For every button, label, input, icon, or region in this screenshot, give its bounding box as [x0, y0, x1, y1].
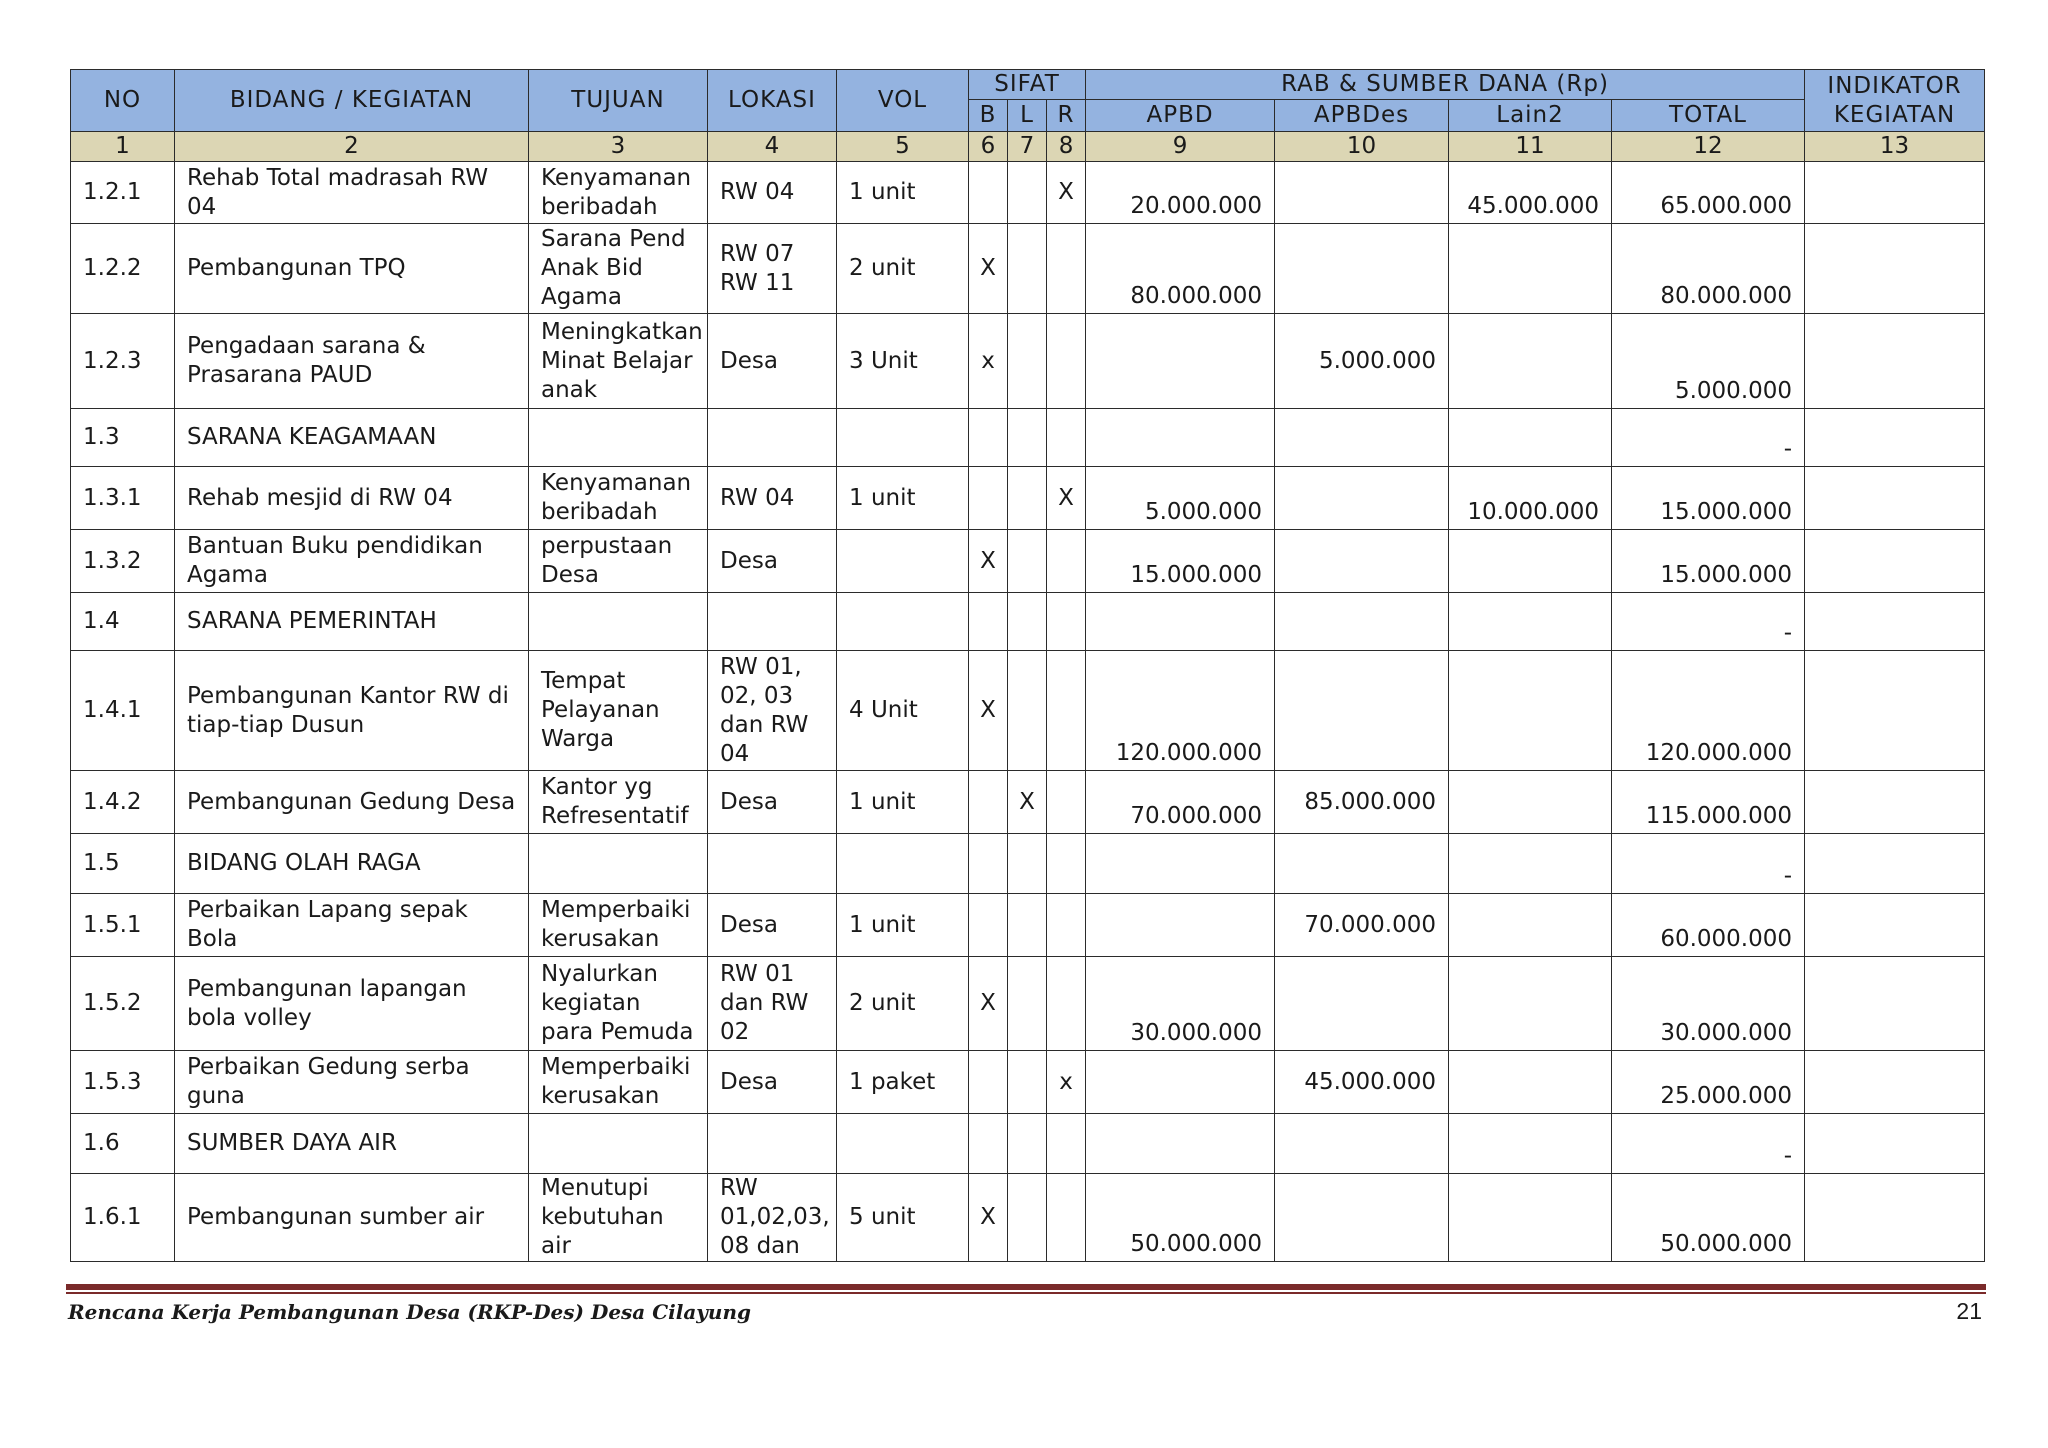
header-no: NO — [71, 70, 175, 132]
row-sifat-b: X — [969, 530, 1008, 593]
row-lokasi: Desa — [708, 1051, 837, 1114]
row-sifat-r: x — [1047, 1051, 1086, 1114]
row-total: 30.000.000 — [1612, 957, 1805, 1051]
row-bidang: Rehab Total madrasah RW 04 — [175, 162, 529, 224]
row-no: 1.3 — [71, 409, 175, 467]
header-sifat: SIFAT — [969, 70, 1086, 100]
row-sifat-b — [969, 894, 1008, 957]
header-indikator: INDIKATOR KEGIATAN — [1805, 70, 1985, 132]
row-tujuan: Memperbaiki kerusakan — [529, 1051, 708, 1114]
row-apbdes — [1275, 957, 1449, 1051]
row-lain2 — [1449, 224, 1612, 314]
row-indikator — [1805, 771, 1985, 834]
row-lokasi — [708, 593, 837, 651]
row-sifat-r: X — [1047, 162, 1086, 224]
row-total: 120.000.000 — [1612, 651, 1805, 771]
table-row — [71, 1114, 1985, 1174]
row-apbd — [1086, 409, 1275, 467]
row-vol — [837, 1114, 969, 1174]
column-number: 10 — [1275, 132, 1449, 162]
column-number: 12 — [1612, 132, 1805, 162]
table-row — [71, 314, 1985, 409]
row-indikator — [1805, 224, 1985, 314]
row-apbdes — [1275, 834, 1449, 894]
header-rab: RAB & SUMBER DANA (Rp) — [1086, 70, 1805, 100]
row-tujuan: Memperbaiki kerusakan — [529, 894, 708, 957]
row-total: 15.000.000 — [1612, 467, 1805, 530]
row-no: 1.4.2 — [71, 771, 175, 834]
row-lain2 — [1449, 1051, 1612, 1114]
row-lokasi: Desa — [708, 314, 837, 409]
row-lokasi — [708, 834, 837, 894]
row-no: 1.4.1 — [71, 651, 175, 771]
row-tujuan — [529, 409, 708, 467]
table-row — [71, 1174, 1985, 1262]
row-apbdes — [1275, 530, 1449, 593]
row-vol — [837, 834, 969, 894]
row-apbd: 70.000.000 — [1086, 771, 1275, 834]
row-lain2 — [1449, 593, 1612, 651]
row-no: 1.5 — [71, 834, 175, 894]
row-tujuan: Sarana Pend Anak Bid Agama — [529, 224, 708, 314]
row-apbdes — [1275, 593, 1449, 651]
header-b: B — [969, 100, 1008, 132]
row-sifat-r — [1047, 530, 1086, 593]
header-total: TOTAL — [1612, 100, 1805, 132]
table-row — [71, 1051, 1985, 1114]
row-bidang: SARANA PEMERINTAH — [175, 593, 529, 651]
row-apbdes: 70.000.000 — [1275, 894, 1449, 957]
row-lokasi: RW 04 — [708, 467, 837, 530]
row-sifat-r — [1047, 957, 1086, 1051]
row-apbdes — [1275, 1174, 1449, 1262]
row-sifat-b: x — [969, 314, 1008, 409]
table-row — [71, 467, 1985, 530]
row-no: 1.2.2 — [71, 224, 175, 314]
row-total: 65.000.000 — [1612, 162, 1805, 224]
row-lain2 — [1449, 894, 1612, 957]
row-vol: 4 Unit — [837, 651, 969, 771]
row-total: 80.000.000 — [1612, 224, 1805, 314]
header-r: R — [1047, 100, 1086, 132]
row-lokasi: RW 01,02,03, 08 dan — [708, 1174, 837, 1262]
table-row — [71, 593, 1985, 651]
header-lain2: Lain2 — [1449, 100, 1612, 132]
row-tujuan — [529, 834, 708, 894]
row-lokasi: RW 04 — [708, 162, 837, 224]
header-vol: VOL — [837, 70, 969, 132]
row-apbd: 30.000.000 — [1086, 957, 1275, 1051]
row-no: 1.5.2 — [71, 957, 175, 1051]
row-sifat-l — [1008, 530, 1047, 593]
row-lokasi: Desa — [708, 530, 837, 593]
row-sifat-l — [1008, 957, 1047, 1051]
row-indikator — [1805, 467, 1985, 530]
row-no: 1.2.3 — [71, 314, 175, 409]
row-indikator — [1805, 1051, 1985, 1114]
row-no: 1.5.3 — [71, 1051, 175, 1114]
row-sifat-r — [1047, 1114, 1086, 1174]
row-apbd: 80.000.000 — [1086, 224, 1275, 314]
row-bidang: Pengadaan sarana & Prasarana PAUD — [175, 314, 529, 409]
row-indikator — [1805, 530, 1985, 593]
row-indikator — [1805, 894, 1985, 957]
row-sifat-b — [969, 593, 1008, 651]
rkp-table — [70, 69, 1985, 1262]
column-number: 11 — [1449, 132, 1612, 162]
row-bidang: Perbaikan Lapang sepak Bola — [175, 894, 529, 957]
row-sifat-l — [1008, 162, 1047, 224]
row-lain2 — [1449, 530, 1612, 593]
row-no: 1.6 — [71, 1114, 175, 1174]
row-sifat-r — [1047, 1174, 1086, 1262]
row-lain2 — [1449, 771, 1612, 834]
table-row — [71, 162, 1985, 224]
table-row — [71, 530, 1985, 593]
row-sifat-b: X — [969, 651, 1008, 771]
row-sifat-b: X — [969, 1174, 1008, 1262]
column-number: 13 — [1805, 132, 1985, 162]
row-vol: 1 unit — [837, 162, 969, 224]
row-indikator — [1805, 651, 1985, 771]
row-sifat-b — [969, 1051, 1008, 1114]
row-bidang: Perbaikan Gedung serba guna — [175, 1051, 529, 1114]
row-total: - — [1612, 834, 1805, 894]
row-indikator — [1805, 593, 1985, 651]
row-tujuan: Menutupi kebutuhan air — [529, 1174, 708, 1262]
row-tujuan: Kenyamanan beribadah — [529, 162, 708, 224]
row-lain2: 45.000.000 — [1449, 162, 1612, 224]
row-bidang: BIDANG OLAH RAGA — [175, 834, 529, 894]
table-body — [71, 162, 1985, 1262]
column-number: 3 — [529, 132, 708, 162]
row-lain2 — [1449, 1174, 1612, 1262]
column-number: 1 — [71, 132, 175, 162]
row-bidang: Pembangunan Gedung Desa — [175, 771, 529, 834]
row-bidang: Pembangunan sumber air — [175, 1174, 529, 1262]
row-vol — [837, 530, 969, 593]
row-lain2 — [1449, 834, 1612, 894]
row-apbd: 15.000.000 — [1086, 530, 1275, 593]
row-vol — [837, 593, 969, 651]
row-sifat-b — [969, 467, 1008, 530]
row-apbd — [1086, 894, 1275, 957]
row-sifat-l — [1008, 314, 1047, 409]
row-apbdes — [1275, 467, 1449, 530]
row-tujuan: Meningkatkan Minat Belajar anak — [529, 314, 708, 409]
row-sifat-l — [1008, 1174, 1047, 1262]
row-lain2 — [1449, 651, 1612, 771]
table-row — [71, 834, 1985, 894]
row-sifat-l — [1008, 1051, 1047, 1114]
row-vol: 1 unit — [837, 894, 969, 957]
row-apbd: 5.000.000 — [1086, 467, 1275, 530]
row-sifat-l — [1008, 467, 1047, 530]
row-sifat-r — [1047, 593, 1086, 651]
row-no: 1.3.1 — [71, 467, 175, 530]
row-no: 1.5.1 — [71, 894, 175, 957]
row-sifat-b — [969, 1114, 1008, 1174]
row-apbd — [1086, 1114, 1275, 1174]
table-row — [71, 771, 1985, 834]
row-bidang: Pembangunan lapangan bola volley — [175, 957, 529, 1051]
row-total: 5.000.000 — [1612, 314, 1805, 409]
row-apbdes: 5.000.000 — [1275, 314, 1449, 409]
table-row — [71, 409, 1985, 467]
row-lokasi: Desa — [708, 894, 837, 957]
row-sifat-r — [1047, 651, 1086, 771]
row-no: 1.3.2 — [71, 530, 175, 593]
table-header — [71, 70, 1985, 162]
row-sifat-l — [1008, 651, 1047, 771]
row-indikator — [1805, 314, 1985, 409]
row-sifat-r: X — [1047, 467, 1086, 530]
column-number: 2 — [175, 132, 529, 162]
header-apbdes: APBDes — [1275, 100, 1449, 132]
row-vol — [837, 409, 969, 467]
row-bidang: Pembangunan TPQ — [175, 224, 529, 314]
column-number: 4 — [708, 132, 837, 162]
header-lokasi: LOKASI — [708, 70, 837, 132]
row-tujuan — [529, 593, 708, 651]
row-bidang: SARANA KEAGAMAAN — [175, 409, 529, 467]
row-apbd — [1086, 834, 1275, 894]
header-tujuan: TUJUAN — [529, 70, 708, 132]
column-number: 9 — [1086, 132, 1275, 162]
row-apbdes — [1275, 651, 1449, 771]
row-indikator — [1805, 1114, 1985, 1174]
row-sifat-l — [1008, 834, 1047, 894]
row-tujuan: Kenyamanan beribadah — [529, 467, 708, 530]
row-vol: 1 unit — [837, 771, 969, 834]
row-sifat-l — [1008, 1114, 1047, 1174]
row-no: 1.2.1 — [71, 162, 175, 224]
row-apbdes: 85.000.000 — [1275, 771, 1449, 834]
row-no: 1.4 — [71, 593, 175, 651]
row-apbdes — [1275, 409, 1449, 467]
row-tujuan: Tempat Pelayanan Warga — [529, 651, 708, 771]
row-lokasi: RW 01 dan RW 02 — [708, 957, 837, 1051]
table-row — [71, 651, 1985, 771]
row-lokasi: RW 01, 02, 03 dan RW 04 — [708, 651, 837, 771]
footer-document-title: Rencana Kerja Pembangunan Desa (RKP-Des) Desa Cilayung — [68, 1300, 751, 1324]
row-indikator — [1805, 1174, 1985, 1262]
row-sifat-l: X — [1008, 771, 1047, 834]
row-total: 60.000.000 — [1612, 894, 1805, 957]
row-apbdes — [1275, 224, 1449, 314]
row-apbd — [1086, 593, 1275, 651]
row-tujuan: perpustaan Desa — [529, 530, 708, 593]
row-indikator — [1805, 957, 1985, 1051]
row-sifat-b — [969, 409, 1008, 467]
row-vol: 2 unit — [837, 224, 969, 314]
row-apbd: 120.000.000 — [1086, 651, 1275, 771]
row-lain2 — [1449, 1114, 1612, 1174]
row-sifat-r — [1047, 834, 1086, 894]
row-indikator — [1805, 834, 1985, 894]
row-bidang: Bantuan Buku pendidikan Agama — [175, 530, 529, 593]
row-no: 1.6.1 — [71, 1174, 175, 1262]
row-tujuan — [529, 1114, 708, 1174]
header-bidang: BIDANG / KEGIATAN — [175, 70, 529, 132]
row-total: - — [1612, 593, 1805, 651]
row-bidang: Pembangunan Kantor RW di tiap-tiap Dusun — [175, 651, 529, 771]
row-sifat-r — [1047, 771, 1086, 834]
row-lokasi — [708, 1114, 837, 1174]
row-vol: 1 paket — [837, 1051, 969, 1114]
header-apbd: APBD — [1086, 100, 1275, 132]
row-lokasi: Desa — [708, 771, 837, 834]
row-indikator — [1805, 162, 1985, 224]
column-number: 5 — [837, 132, 969, 162]
row-sifat-r — [1047, 894, 1086, 957]
row-sifat-r — [1047, 314, 1086, 409]
row-apbd — [1086, 1051, 1275, 1114]
row-lain2 — [1449, 957, 1612, 1051]
table-row — [71, 957, 1985, 1051]
row-apbdes: 45.000.000 — [1275, 1051, 1449, 1114]
row-sifat-r — [1047, 409, 1086, 467]
row-lain2 — [1449, 314, 1612, 409]
row-vol: 2 unit — [837, 957, 969, 1051]
row-vol: 5 unit — [837, 1174, 969, 1262]
column-number: 7 — [1008, 132, 1047, 162]
row-lain2: 10.000.000 — [1449, 467, 1612, 530]
page-number: 21 — [1956, 1298, 1982, 1324]
row-apbd: 20.000.000 — [1086, 162, 1275, 224]
row-bidang: SUMBER DAYA AIR — [175, 1114, 529, 1174]
column-number: 8 — [1047, 132, 1086, 162]
row-sifat-b: X — [969, 957, 1008, 1051]
row-lokasi — [708, 409, 837, 467]
row-indikator — [1805, 409, 1985, 467]
footer-rule — [66, 1284, 1986, 1290]
row-bidang: Rehab mesjid di RW 04 — [175, 467, 529, 530]
row-apbdes — [1275, 162, 1449, 224]
row-sifat-l — [1008, 894, 1047, 957]
row-total: 15.000.000 — [1612, 530, 1805, 593]
row-sifat-b: X — [969, 224, 1008, 314]
row-total: 115.000.000 — [1612, 771, 1805, 834]
row-lain2 — [1449, 409, 1612, 467]
row-apbdes — [1275, 1114, 1449, 1174]
row-apbd — [1086, 314, 1275, 409]
row-sifat-l — [1008, 224, 1047, 314]
row-tujuan: Nyalurkan kegiatan para Pemuda — [529, 957, 708, 1051]
row-sifat-r — [1047, 224, 1086, 314]
row-sifat-b — [969, 162, 1008, 224]
row-total: - — [1612, 409, 1805, 467]
row-vol: 1 unit — [837, 467, 969, 530]
row-apbd: 50.000.000 — [1086, 1174, 1275, 1262]
row-total: - — [1612, 1114, 1805, 1174]
column-number-row — [71, 132, 1985, 162]
footer-rule-thin — [66, 1292, 1986, 1294]
table-row — [71, 894, 1985, 957]
row-sifat-b — [969, 834, 1008, 894]
row-lokasi: RW 07 RW 11 — [708, 224, 837, 314]
column-number: 6 — [969, 132, 1008, 162]
row-vol: 3 Unit — [837, 314, 969, 409]
row-sifat-l — [1008, 409, 1047, 467]
table-row — [71, 224, 1985, 314]
row-total: 25.000.000 — [1612, 1051, 1805, 1114]
row-total: 50.000.000 — [1612, 1174, 1805, 1262]
row-sifat-b — [969, 771, 1008, 834]
row-sifat-l — [1008, 593, 1047, 651]
row-tujuan: Kantor yg Refresentatif — [529, 771, 708, 834]
header-l: L — [1008, 100, 1047, 132]
